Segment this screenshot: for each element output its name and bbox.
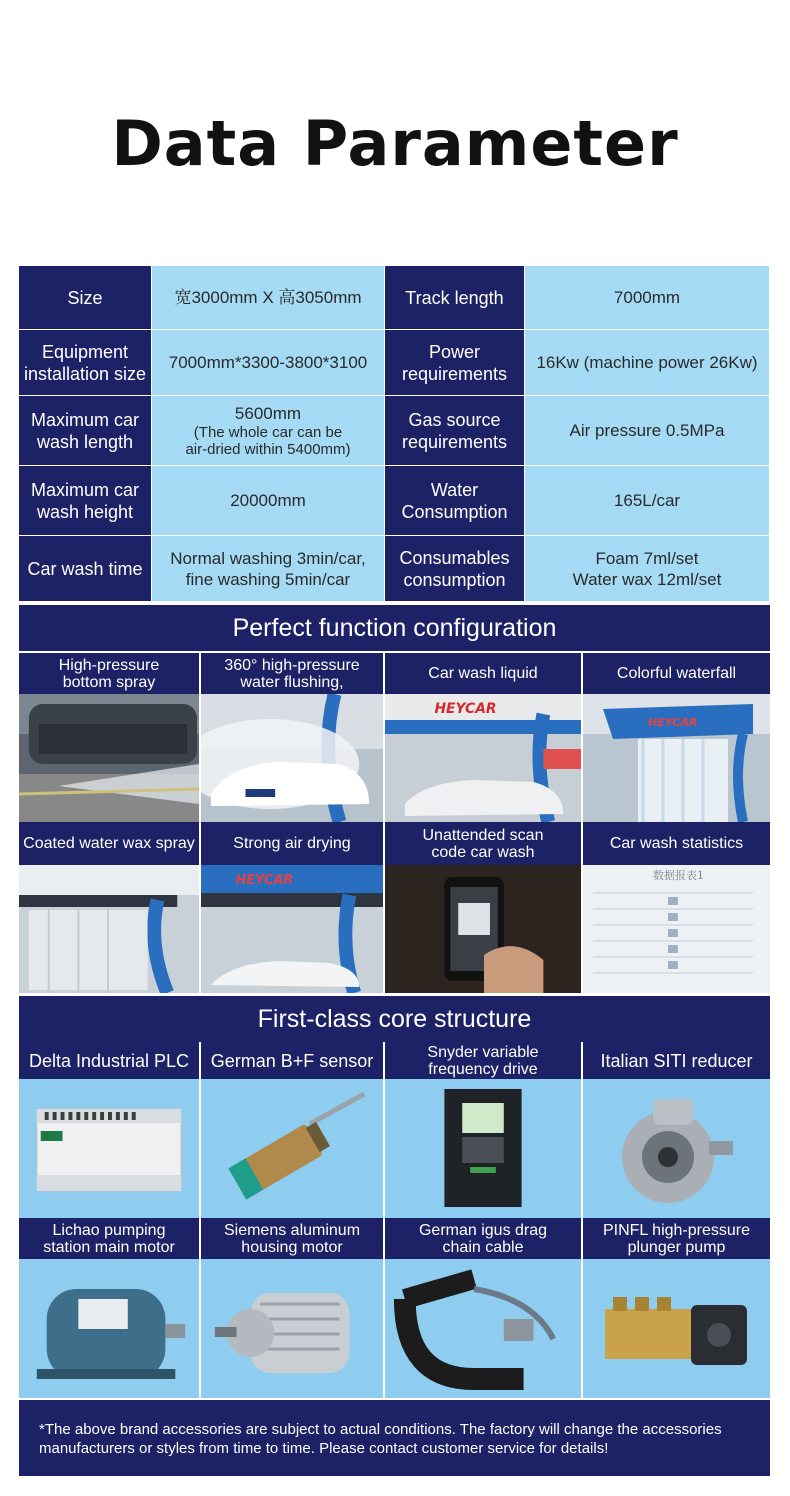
- component-label: Snyder variable frequency drive: [385, 1042, 583, 1079]
- param-value-main: 5600mm: [234, 404, 302, 423]
- component-label: Delta Industrial PLC: [19, 1042, 201, 1079]
- param-value: [152, 396, 385, 466]
- function-section-title: Perfect function configuration: [19, 605, 770, 651]
- feature-label: Coated water wax spray: [19, 822, 201, 865]
- parameter-table: [19, 266, 770, 602]
- param-value: Foam 7ml/set Water wax 12ml/set: [525, 536, 770, 602]
- param-value-note: (The whole car can be air-dried within 5400mm): [185, 424, 351, 458]
- param-key: Car wash time: [19, 536, 152, 602]
- drag-chain-photo: [385, 1259, 583, 1398]
- param-value: 7000mm*3300-3800*3100: [152, 330, 385, 396]
- param-value: 7000mm: [525, 266, 770, 330]
- param-value: 20000mm: [152, 466, 385, 536]
- component-label: German B+F sensor: [201, 1042, 385, 1079]
- heycar-logo: HEYCAR: [648, 716, 698, 729]
- water-flushing-photo: [201, 694, 385, 822]
- frequency-drive-photo: [385, 1079, 583, 1218]
- param-key: Power requirements: [385, 330, 525, 396]
- param-key: Equipment installation size: [19, 330, 152, 396]
- waterfall-photo: [583, 694, 770, 822]
- param-key: Track length: [385, 266, 525, 330]
- plunger-pump-photo: [583, 1259, 770, 1398]
- siemens-motor-photo: [201, 1259, 385, 1398]
- page-title: Data Parameter: [111, 107, 679, 180]
- param-value: Normal washing 3min/car, fine washing 5min/car: [152, 536, 385, 602]
- param-key: Maximum car wash length: [19, 396, 152, 466]
- param-key: Gas source requirements: [385, 396, 525, 466]
- heycar-logo: HEYCAR: [235, 872, 294, 889]
- sensor-photo: [201, 1079, 385, 1218]
- feature-label: 360° high-pressure water flushing,: [201, 653, 385, 694]
- plc-photo: [19, 1079, 201, 1218]
- feature-label: Strong air drying: [201, 822, 385, 865]
- bottom-spray-photo: [19, 694, 201, 822]
- param-key: Consumables consumption: [385, 536, 525, 602]
- component-label: German igus drag chain cable: [385, 1218, 583, 1259]
- core-section-title: First-class core structure: [19, 996, 770, 1042]
- feature-label: Car wash statistics: [583, 822, 770, 865]
- statistics-photo: [583, 865, 770, 993]
- param-value: 宽3000mm X 高3050mm: [152, 266, 385, 330]
- function-grid: [19, 653, 770, 993]
- reducer-photo: [583, 1079, 770, 1218]
- car-wash-liquid-photo: [385, 694, 583, 822]
- param-key: Water Consumption: [385, 466, 525, 536]
- feature-label: Unattended scan code car wash: [385, 822, 583, 865]
- param-key: Size: [19, 266, 152, 330]
- stats-title: 数据报表1: [653, 869, 704, 882]
- core-grid: [19, 1042, 770, 1398]
- param-value: 16Kw (machine power 26Kw): [525, 330, 770, 396]
- param-key: Maximum car wash height: [19, 466, 152, 536]
- component-label: Siemens aluminum housing motor: [201, 1218, 385, 1259]
- feature-label: Colorful waterfall: [583, 653, 770, 694]
- param-value: Air pressure 0.5MPa: [525, 396, 770, 466]
- feature-label: High-pressure bottom spray: [19, 653, 201, 694]
- wax-spray-photo: [19, 865, 201, 993]
- component-label: Lichao pumping station main motor: [19, 1218, 201, 1259]
- main-motor-photo: [19, 1259, 201, 1398]
- scan-code-photo: [385, 865, 583, 993]
- footnote: *The above brand accessories are subject to actual conditions. The factory will change the accessories manufacturers or styles from time to time. Please contact customer service for details!: [19, 1400, 770, 1476]
- component-label: PINFL high-pressure plunger pump: [583, 1218, 770, 1259]
- feature-label: Car wash liquid: [385, 653, 583, 694]
- heycar-logo: HEYCAR: [434, 700, 497, 718]
- param-value: 165L/car: [525, 466, 770, 536]
- air-drying-photo: [201, 865, 385, 993]
- component-label: Italian SITI reducer: [583, 1042, 770, 1079]
